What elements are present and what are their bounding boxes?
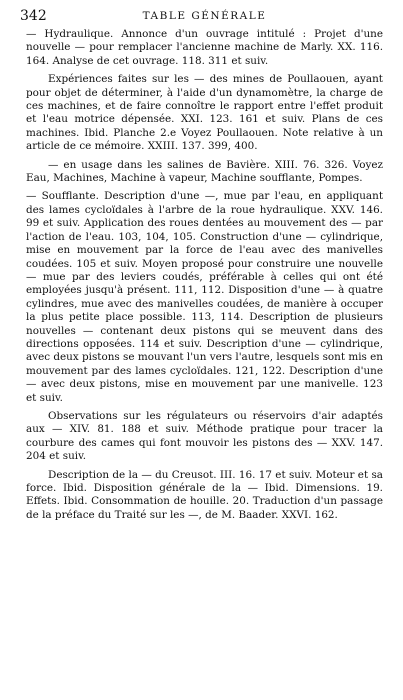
index-entry: — Soufflante. Description d'une —, mue par l'eau, en appliquant des lames cycloïdales à l'arbre de la roue hydraulique. XXV. 146. 99 et suiv. Application des roues dentées au mouvement des — par l'action de l'eau. 103, 104, 105. Construction d'une — cylindrique, mise en mouvement par la force de l'eau avec des manivelles coudées. 105 et suiv. Moyen proposé pour construire une nouvelle — mue par des leviers coudés, préférable à celles qui ont été employées jusqu'à présent. 111, 112. Disposition d'une — à quatre cylindres, mue avec des manivelles coudées, de manière à occuper la plus petite place possible. 113, 114. Description de plusieurs nouvelles — contenant deux pistons qui se meuvent dans des directions opposées. 114 et suiv. Description d'une — cylindrique, avec deux pistons se mouvant l'un vers l'autre, lesquels sont mis en mouvement par des lames cycloïdales. 121, 122. Description d'une — avec deux pistons, mise en mouvement par une manivelle. 123 et suiv.: [26, 190, 383, 404]
index-entry: Observations sur les régulateurs ou réservoirs d'air adaptés aux — XIV. 81. 188 et suiv. Méthode pratique pour tracer la courbure des cames qui font mouvoir les pistons des — XXV. 147. 204 et suiv.: [26, 409, 383, 463]
index-entry: — Hydraulique. Annonce d'un ouvrage intitulé : Projet d'une nouvelle — pour remplacer l'ancienne machine de Marly. XX. 116. 164. Analyse de cet ouvrage. 118. 311 et suiv.: [26, 28, 383, 67]
index-entry: — en usage dans les salines de Bavière. XIII. 76. 326. Voyez Eau, Machines, Machine à vapeur, Machine soufflante, Pompes.: [26, 158, 383, 185]
page-number: 342: [20, 8, 47, 24]
page-header: [20, 8, 383, 28]
index-entry: Description de la — du Creusot. III. 16. 17 et suiv. Moteur et sa force. Ibid. Disposition générale de la — Ibid. Dimensions. 19. Effets. Ibid. Consommation de houille. 20. Traduction d'un passage de la préface du Traité sur les —, de M. Baader. XXVI. 162.: [26, 468, 383, 521]
running-title: TABLE GÉNÉRALE: [142, 10, 267, 22]
index-entry: Expériences faites sur les — des mines de Poullaouen, ayant pour objet de déterminer, à l'aide d'un dynamomètre, la charge de ces machines, et de faire connoître le rapport entre l'effet produit et l'eau motrice dépensée. XXI. 123. 161 et suiv. Plans de ces machines. Ibid. Planche 2.e Voyez Poullaouen. Note relative à un article de ce mémoire. XXIII. 137. 399, 400.: [26, 73, 383, 153]
